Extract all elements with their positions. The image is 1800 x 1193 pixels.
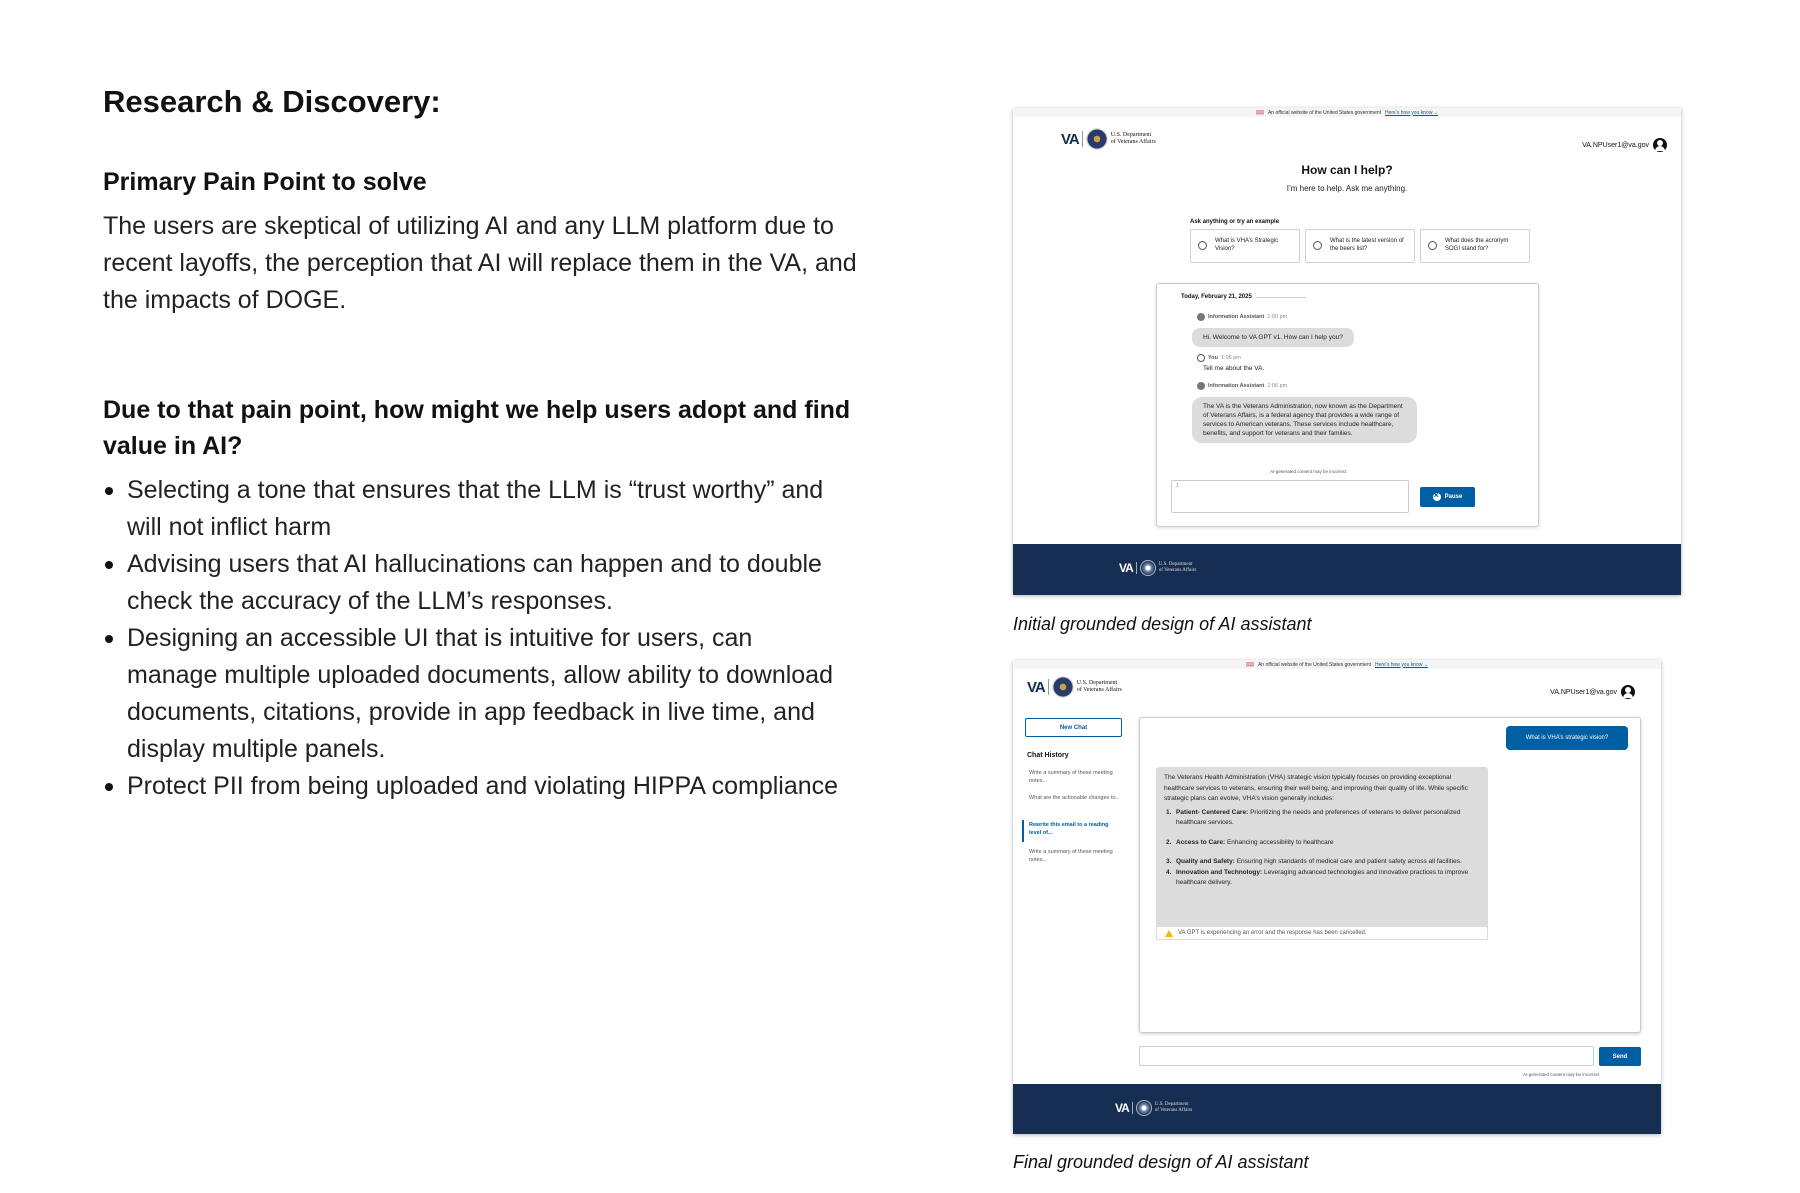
response-list [1164, 808, 1480, 889]
list-item: 1. Patient- Centered Care: Prioritizing the needs and preferences of veterans to deliver personalized healthcare services. [1166, 808, 1461, 826]
active-indicator [1022, 820, 1024, 842]
example-prompt-card[interactable]: What is VHA’s Strategic Vision? [1190, 229, 1300, 263]
question-icon [1428, 241, 1437, 250]
user-icon [1197, 354, 1205, 362]
user-avatar-icon [1653, 138, 1667, 152]
question-icon [1198, 241, 1207, 250]
us-flag-icon [1246, 662, 1254, 667]
hmw-list [103, 472, 843, 805]
chat-date: Today, February 21, 2025 [1181, 294, 1306, 300]
pause-button[interactable]: × Pause [1420, 487, 1475, 507]
assistant-icon [1197, 382, 1205, 390]
bullet-icon [105, 561, 113, 569]
example-prompt-card[interactable]: What does the acronym SOGI stand for? [1420, 229, 1530, 263]
error-alert: VA GPT is experiencing an error and the response has been cancelled. [1156, 926, 1488, 940]
hmw-title: Due to that pain point, how might we help users adopt and find value in AI? [103, 396, 851, 460]
caption-final: Final grounded design of AI assistant [1013, 1152, 1309, 1172]
gov-banner-link[interactable]: Here’s how you know ⌄ [1375, 661, 1429, 668]
message-input[interactable]: 1 [1171, 480, 1409, 513]
assistant-message: Hi. Welcome to VA GPT v1. How can I help you? [1192, 328, 1354, 347]
section-heading: Research & Discovery: [103, 84, 441, 119]
footer-va-logo: VA U.S. Department of Veterans Affairs [1119, 561, 1197, 575]
stop-icon [1433, 493, 1441, 501]
gov-banner-link[interactable]: Here’s how you know ⌄ [1385, 109, 1439, 116]
page-title: How can I help? [1301, 163, 1393, 177]
assistant-label: Information Assistant 1:06 pm [1197, 382, 1287, 390]
user-avatar-icon [1621, 685, 1635, 699]
bullet-icon [105, 783, 113, 791]
chat-history-title: Chat History [1027, 752, 1069, 759]
user-message: What is VHA’s strategic vision? [1506, 726, 1628, 750]
assistant-icon [1197, 313, 1205, 321]
user-menu[interactable]: VA.NPUser1@va.gov [1582, 138, 1667, 152]
user-message: Tell me about the VA. [1203, 365, 1265, 372]
va-logo[interactable]: VA U.S. Department of Veterans Affairs [1061, 128, 1156, 150]
ai-disclaimer: AI-generated content may be incorrect [1523, 1072, 1600, 1077]
gov-banner: An official website of the United States government Here’s how you know ⌄ [1013, 108, 1681, 117]
initial-design-mockup [1013, 108, 1681, 595]
send-button[interactable]: Send [1599, 1047, 1641, 1066]
warning-icon [1165, 930, 1173, 937]
example-prompt-card[interactable]: What is the latest version of the beers list? [1305, 229, 1415, 263]
footer-va-logo: VA U.S. Department of Veterans Affairs [1115, 1101, 1193, 1115]
va-seal-icon [1052, 676, 1074, 698]
assistant-response: The Veterans Health Administration (VHA) strategic vision typically focuses on providing exceptional healthcare services to veterans, ensuring their well being, and improving their quality of life. While specific strategic plans can evolve, VHA’s vision generally includes: 1. Patient- Centered Care: Prioritizing the needs and preferences of veterans to deliver personalized healthcare services. 2. Access to Care: Enhancing accessibility to healthcare 3. Quality and Safety: Ensuring high standards of medical care and patient safety across all facilities. 4. Innovation and Technology: Leveraging advanced technologies and innovative practices to improve healthcare delivery. [1156, 767, 1488, 937]
user-menu[interactable]: VA.NPUser1@va.gov [1550, 685, 1635, 699]
examples-label: Ask anything or try an example [1190, 219, 1280, 225]
pain-point-title: Primary Pain Point to solve [103, 168, 427, 196]
va-seal-icon [1086, 128, 1108, 150]
va-seal-icon [1140, 560, 1156, 576]
gov-banner: An official website of the United States government Here’s how you know ⌄ [1013, 660, 1661, 669]
chat-window [1156, 283, 1539, 527]
list-item: Designing an accessible UI that is intuitive for users, can manage multiple uploaded documents, allow ability to download documents, citations, provide in app feedback in live time, and display multiple panels. [103, 620, 843, 768]
assistant-message: The VA is the Veterans Administration, now known as the Department of Veterans Affairs, is a federal agency that provides a wide range of services to American veterans. These services include healthcare, benefits, and support for veterans and their families. [1192, 397, 1417, 443]
footer [1013, 1084, 1661, 1134]
caption-initial: Initial grounded design of AI assistant [1013, 614, 1312, 634]
list-item: Selecting a tone that ensures that the LLM is “trust worthy” and will not inflict harm [103, 472, 843, 546]
page-subtitle: I’m here to help. Ask me anything. [1286, 184, 1408, 193]
list-item: Advising users that AI hallucinations can happen and to double check the accuracy of the LLM’s responses. [103, 546, 843, 620]
assistant-label: Information Assistant 1:00 pm [1197, 313, 1287, 321]
bullet-icon [105, 487, 113, 495]
bullet-icon [105, 635, 113, 643]
chat-history-item[interactable]: Write a summary of these meeting notes... [1029, 770, 1113, 784]
va-seal-icon [1136, 1100, 1152, 1116]
new-chat-button[interactable]: New Chat [1025, 718, 1122, 737]
footer [1013, 544, 1681, 595]
message-input[interactable] [1139, 1046, 1594, 1066]
user-label: You 1:05 pm [1197, 354, 1241, 362]
list-item: 4. Innovation and Technology: Leveraging advanced technologies and innovative practices to improve healthcare delivery. [1166, 868, 1469, 886]
ai-disclaimer: AI-generated content may be incorrect [1270, 469, 1347, 474]
va-logo[interactable]: VA U.S. Department of Veterans Affairs [1027, 676, 1122, 698]
list-item: 3. Quality and Safety: Ensuring high standards of medical care and patient safety across all facilities. [1166, 858, 1462, 865]
list-item: 2. Access to Care: Enhancing accessibility to healthcare [1166, 838, 1334, 846]
us-flag-icon [1256, 110, 1264, 115]
chat-history-item[interactable]: Write a summary of these meeting notes... [1029, 849, 1113, 863]
list-item: Protect PII from being uploaded and violating HIPPA compliance [103, 768, 843, 805]
final-design-mockup [1013, 660, 1661, 1134]
chat-history-item-active[interactable]: Rewrite this email to a reading level of... [1029, 822, 1109, 836]
question-icon [1313, 241, 1322, 250]
pain-point-text: The users are skeptical of utilizing AI and any LLM platform due to recent layoffs, the perception that AI will replace them in the VA, and the impacts of DOGE. [103, 212, 857, 314]
chat-history-item[interactable]: What are the actionable changes to.. [1029, 795, 1119, 801]
